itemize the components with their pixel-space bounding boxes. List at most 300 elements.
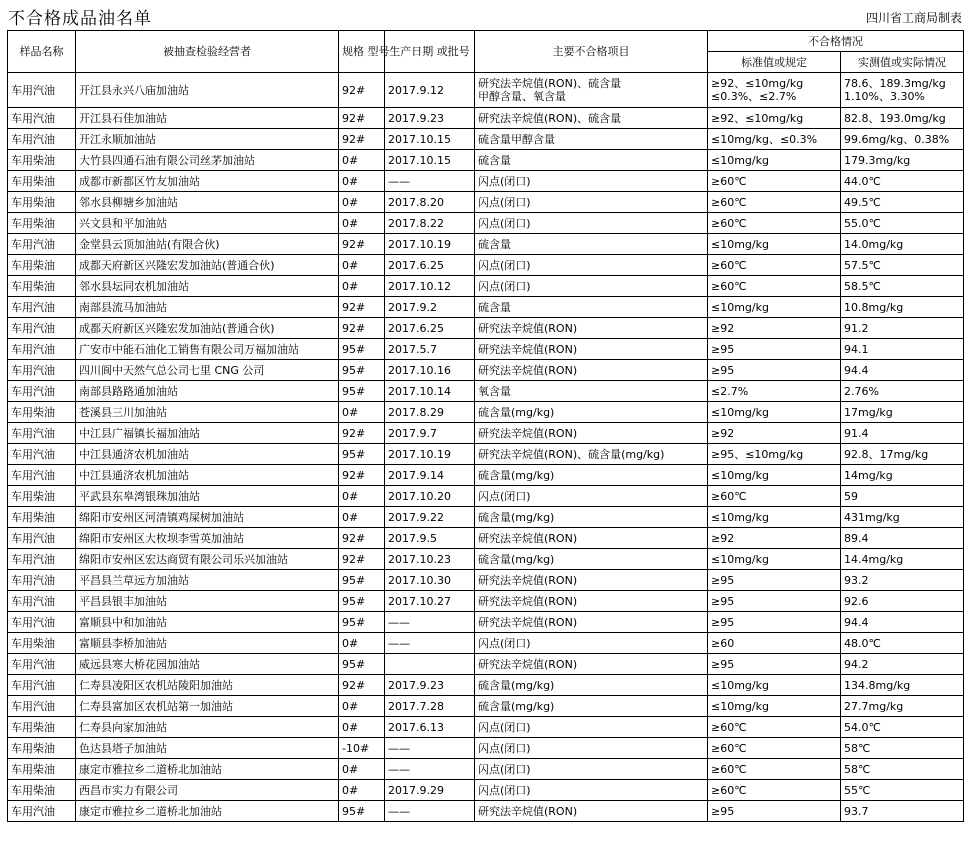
cell-measured-line: 10.8mg/kg [844,300,904,314]
cell-operator: 中江县广福镇长福加油站 [76,423,339,444]
cell-standard-line: ≤10mg/kg [711,237,769,251]
nonconforming-oil-table [7,30,964,822]
cell-spec: 0# [339,192,385,213]
cell-date: 2017.10.19 [385,444,475,465]
cell-spec: -10# [339,738,385,759]
cell-sample: 车用汽油 [8,318,76,339]
cell-standard-line: ≤10mg/kg [711,300,769,314]
header-row-1 [8,31,964,52]
cell-items [475,465,708,486]
cell-standard [708,423,841,444]
table-row [8,738,964,759]
cell-items [475,549,708,570]
cell-items [475,801,708,822]
cell-operator: 富顺县李桥加油站 [76,633,339,654]
table-row [8,171,964,192]
cell-date: —— [385,759,475,780]
cell-spec: 92# [339,549,385,570]
table-row [8,255,964,276]
table-row [8,717,964,738]
cell-items-line: 研究法辛烷值(RON) [478,363,578,377]
cell-items [475,654,708,675]
cell-spec: 95# [339,360,385,381]
cell-items [475,255,708,276]
cell-standard [708,612,841,633]
cell-items [475,444,708,465]
cell-operator: 成都市新都区竹友加油站 [76,171,339,192]
cell-items-line: 硫含量(mg/kg) [478,510,555,524]
table-row [8,654,964,675]
cell-measured [841,444,964,465]
cell-spec: 92# [339,675,385,696]
cell-standard [708,591,841,612]
cell-items-line: 研究法辛烷值(RON) [478,594,578,608]
cell-measured-line: 14.0mg/kg [844,237,904,251]
table-row [8,675,964,696]
cell-items-line: 硫含量(mg/kg) [478,678,555,692]
cell-measured [841,591,964,612]
header-operator: 被抽查检验经营者 [76,31,339,73]
cell-operator: 康定市雅拉乡二道桥北加油站 [76,801,339,822]
cell-measured-line: 431mg/kg [844,510,900,524]
document-issuer: 四川省工商局制表 [865,11,962,25]
cell-standard [708,717,841,738]
cell-standard [708,570,841,591]
cell-standard-line: ≥92 [711,426,735,440]
table-row [8,192,964,213]
cell-standard-line: ≥60℃ [711,279,747,293]
cell-operator: 威远县寒大桥花园加油站 [76,654,339,675]
cell-measured-line: 92.6 [844,594,869,608]
cell-sample: 车用柴油 [8,192,76,213]
cell-date [385,654,475,675]
cell-measured-line: 27.7mg/kg [844,699,904,713]
cell-standard [708,528,841,549]
cell-items-line: 闪点(闭口) [478,216,531,230]
cell-spec: 0# [339,633,385,654]
cell-standard [708,465,841,486]
cell-measured-line: 48.0℃ [844,636,881,650]
cell-measured-line: 93.7 [844,804,869,818]
cell-operator: 绵阳市安州区大枚坝李雪英加油站 [76,528,339,549]
cell-measured [841,423,964,444]
cell-spec: 95# [339,801,385,822]
table-row [8,129,964,150]
cell-standard-line: ≥92、≤10mg/kg [711,111,804,125]
cell-operator: 南部县路路通加油站 [76,381,339,402]
cell-items-line: 硫含量 [478,237,511,251]
cell-operator: 仁寿县凌阳区农机站陵阳加油站 [76,675,339,696]
cell-measured [841,528,964,549]
cell-date: 2017.5.7 [385,339,475,360]
cell-items-line: 研究法辛烷值(RON)、硫含量 [478,111,622,125]
cell-items-line: 闪点(闭口) [478,762,531,776]
cell-measured-line: 91.2 [844,321,869,335]
cell-standard-line: ≤10mg/kg [711,405,769,419]
cell-sample: 车用汽油 [8,675,76,696]
table-row [8,234,964,255]
cell-items-line: 硫含量 [478,153,511,167]
cell-sample: 车用汽油 [8,297,76,318]
cell-standard-line: ≤10mg/kg [711,678,769,692]
cell-items [475,570,708,591]
cell-date: 2017.6.13 [385,717,475,738]
cell-measured [841,570,964,591]
cell-operator: 绵阳市安州区河清镇鸡屎树加油站 [76,507,339,528]
cell-standard-line: ≥92 [711,321,735,335]
cell-items [475,717,708,738]
cell-measured-line: 82.8、193.0mg/kg [844,111,946,125]
cell-date: 2017.9.22 [385,507,475,528]
cell-measured [841,717,964,738]
cell-items-line: 研究法辛烷值(RON) [478,804,578,818]
header-spec [339,31,390,73]
cell-measured-line: 93.2 [844,573,869,587]
cell-sample: 车用柴油 [8,402,76,423]
cell-measured-line: 94.4 [844,363,869,377]
cell-sample: 车用汽油 [8,444,76,465]
cell-measured-line: 55.0℃ [844,216,881,230]
cell-spec: 0# [339,780,385,801]
cell-standard [708,654,841,675]
cell-measured-line: 78.6、189.3mg/kg [844,77,946,90]
cell-measured-line: 17mg/kg [844,405,893,419]
cell-sample: 车用汽油 [8,129,76,150]
cell-operator: 金堂县云顶加油站(有限合伙) [76,234,339,255]
cell-date: 2017.9.14 [385,465,475,486]
cell-date: 2017.7.28 [385,696,475,717]
cell-date: 2017.9.5 [385,528,475,549]
cell-items [475,402,708,423]
cell-items-line: 研究法辛烷值(RON)、硫含量(mg/kg) [478,447,665,461]
cell-standard [708,696,841,717]
cell-standard [708,486,841,507]
cell-sample: 车用汽油 [8,696,76,717]
cell-standard-line: ≥60℃ [711,216,747,230]
table-row [8,402,964,423]
header-status: 不合格情况 [708,31,964,52]
cell-standard [708,738,841,759]
cell-standard [708,255,841,276]
cell-items-line: 研究法辛烷值(RON) [478,321,578,335]
table-row [8,780,964,801]
cell-standard-line: ≥60℃ [711,762,747,776]
cell-sample: 车用汽油 [8,612,76,633]
cell-date: —— [385,738,475,759]
cell-items-line: 闪点(闭口) [478,783,531,797]
cell-items [475,759,708,780]
cell-measured [841,255,964,276]
cell-spec: 95# [339,591,385,612]
table-body [8,73,964,822]
cell-date: —— [385,612,475,633]
cell-items-line: 硫含量(mg/kg) [478,468,555,482]
cell-standard-line: ≤2.7% [711,384,749,398]
cell-operator: 苍溪县三川加油站 [76,402,339,423]
cell-operator: 大竹县四通石油有限公司丝茅加油站 [76,150,339,171]
cell-operator: 开江县石佳加油站 [76,108,339,129]
cell-date: 2017.10.12 [385,276,475,297]
cell-measured [841,654,964,675]
cell-spec: 92# [339,423,385,444]
cell-measured-line: 89.4 [844,531,869,545]
cell-standard [708,276,841,297]
cell-operator: 仁寿县富加区农机站第一加油站 [76,696,339,717]
cell-items [475,297,708,318]
cell-measured-line: 1.10%、3.30% [844,90,925,103]
cell-operator: 平昌县兰草远方加油站 [76,570,339,591]
cell-operator: 南部县流马加油站 [76,297,339,318]
cell-items [475,612,708,633]
cell-items-line: 硫含量(mg/kg) [478,405,555,419]
cell-date: 2017.10.20 [385,486,475,507]
cell-measured [841,108,964,129]
cell-standard-line: ≥60℃ [711,489,747,503]
cell-spec: 95# [339,339,385,360]
cell-measured [841,318,964,339]
cell-measured [841,129,964,150]
cell-items [475,360,708,381]
cell-spec: 95# [339,570,385,591]
cell-spec: 92# [339,318,385,339]
cell-operator: 西昌市实力有限公司 [76,780,339,801]
cell-measured [841,801,964,822]
cell-standard-line: ≤10mg/kg、≤0.3% [711,132,818,146]
cell-measured [841,276,964,297]
cell-sample: 车用柴油 [8,171,76,192]
cell-measured [841,633,964,654]
cell-items [475,73,708,108]
cell-standard-line: ≥95 [711,804,735,818]
cell-spec: 95# [339,444,385,465]
cell-sample: 车用汽油 [8,801,76,822]
cell-operator: 开江永顺加油站 [76,129,339,150]
cell-standard-line: ≥60℃ [711,783,747,797]
cell-measured-line: 59 [844,489,858,503]
cell-date: 2017.10.15 [385,129,475,150]
cell-measured-line: 179.3mg/kg [844,153,911,167]
cell-sample: 车用汽油 [8,234,76,255]
cell-sample: 车用汽油 [8,108,76,129]
cell-measured [841,150,964,171]
header-sample: 样品名称 [8,31,76,73]
cell-items [475,528,708,549]
cell-standard [708,549,841,570]
cell-sample: 车用汽油 [8,528,76,549]
cell-sample: 车用柴油 [8,150,76,171]
cell-standard-line: ≥92 [711,531,735,545]
cell-measured [841,381,964,402]
cell-standard-line: ≥95、≤10mg/kg [711,447,804,461]
cell-date: 2017.10.15 [385,150,475,171]
cell-items-line: 硫含量甲醇含量 [478,132,555,146]
cell-standard [708,297,841,318]
cell-sample: 车用汽油 [8,549,76,570]
cell-operator: 四川阆中天然气总公司七里 CNG 公司 [76,360,339,381]
cell-operator: 开江县永兴八庙加油站 [76,73,339,108]
cell-measured [841,675,964,696]
cell-items [475,486,708,507]
header-spec-line2: 型号 [367,45,390,58]
cell-sample: 车用汽油 [8,360,76,381]
cell-sample: 车用汽油 [8,654,76,675]
cell-sample: 车用柴油 [8,507,76,528]
cell-sample: 车用柴油 [8,486,76,507]
cell-date: 2017.10.19 [385,234,475,255]
cell-measured-line: 58℃ [844,741,871,755]
cell-operator: 色达县塔子加油站 [76,738,339,759]
cell-measured-line: 49.5℃ [844,195,881,209]
cell-operator: 广安市中能石油化工销售有限公司万福加油站 [76,339,339,360]
cell-items-line: 研究法辛烷值(RON) [478,657,578,671]
cell-items-line: 硫含量(mg/kg) [478,552,555,566]
cell-spec: 0# [339,213,385,234]
cell-operator: 中江县通济农机加油站 [76,444,339,465]
cell-date: 2017.10.14 [385,381,475,402]
cell-measured-line: 58℃ [844,762,871,776]
cell-standard [708,801,841,822]
cell-items-line: 研究法辛烷值(RON) [478,531,578,545]
cell-items-line: 研究法辛烷值(RON) [478,426,578,440]
cell-operator: 绵阳市安州区宏达商贸有限公司乐兴加油站 [76,549,339,570]
cell-items-line: 闪点(闭口) [478,489,531,503]
table-row [8,549,964,570]
cell-measured-line: 57.5℃ [844,258,881,272]
cell-sample: 车用柴油 [8,276,76,297]
cell-spec: 0# [339,717,385,738]
cell-items [475,633,708,654]
cell-measured-line: 55℃ [844,783,871,797]
cell-items [475,381,708,402]
cell-items [475,339,708,360]
cell-measured-line: 99.6mg/kg、0.38% [844,132,950,146]
table-row [8,591,964,612]
cell-standard-line: ≥95 [711,342,735,356]
cell-measured-line: 94.1 [844,342,869,356]
table-row [8,633,964,654]
cell-items [475,591,708,612]
cell-operator: 成都天府新区兴隆宏发加油站(普通合伙) [76,255,339,276]
cell-date: 2017.9.7 [385,423,475,444]
header-measured: 实测值或实际情况 [841,52,964,73]
cell-items-line: 闪点(闭口) [478,636,531,650]
cell-operator: 康定市雅拉乡二道桥北加油站 [76,759,339,780]
table-row [8,465,964,486]
cell-items-line: 闪点(闭口) [478,195,531,209]
cell-spec: 92# [339,108,385,129]
cell-items [475,129,708,150]
cell-measured [841,360,964,381]
header-date-line1: 生产日期 [389,45,434,58]
cell-measured [841,73,964,108]
cell-date: 2017.10.16 [385,360,475,381]
cell-sample: 车用柴油 [8,738,76,759]
cell-standard [708,339,841,360]
table-row [8,213,964,234]
table-row [8,297,964,318]
cell-standard-line: ≤10mg/kg [711,468,769,482]
cell-items [475,318,708,339]
cell-measured [841,234,964,255]
cell-measured [841,402,964,423]
cell-spec: 0# [339,507,385,528]
cell-standard-line: ≥95 [711,573,735,587]
table-row [8,570,964,591]
cell-measured [841,780,964,801]
cell-standard-line: ≥95 [711,615,735,629]
table-row [8,73,964,108]
cell-items [475,108,708,129]
cell-spec: 92# [339,129,385,150]
cell-sample: 车用柴油 [8,633,76,654]
cell-standard-line: ≥95 [711,363,735,377]
cell-date: 2017.10.27 [385,591,475,612]
cell-items-line: 甲醇含量、氧含量 [478,90,566,103]
table-row [8,528,964,549]
cell-sample: 车用汽油 [8,339,76,360]
cell-date: 2017.9.12 [385,73,475,108]
cell-operator: 邻水县柳塘乡加油站 [76,192,339,213]
table-row [8,507,964,528]
cell-date: 2017.8.22 [385,213,475,234]
cell-date: —— [385,171,475,192]
table-row [8,423,964,444]
cell-standard [708,73,841,108]
cell-items-line: 硫含量 [478,300,511,314]
cell-items [475,150,708,171]
table-row [8,612,964,633]
cell-measured [841,486,964,507]
cell-items [475,675,708,696]
cell-measured-line: 14.4mg/kg [844,552,904,566]
cell-sample: 车用汽油 [8,423,76,444]
cell-items [475,738,708,759]
cell-items [475,213,708,234]
cell-measured [841,213,964,234]
cell-date: 2017.9.23 [385,108,475,129]
table-row [8,150,964,171]
document-title: 不合格成品油名单 [8,9,152,29]
cell-sample: 车用汽油 [8,570,76,591]
cell-measured [841,339,964,360]
cell-measured-line: 94.4 [844,615,869,629]
cell-date: 2017.9.2 [385,297,475,318]
cell-items [475,276,708,297]
cell-standard-line: ≤0.3%、≤2.7% [711,90,797,103]
cell-standard-line: ≥60℃ [711,720,747,734]
cell-items-line: 研究法辛烷值(RON) [478,615,578,629]
cell-spec: 92# [339,297,385,318]
cell-date: —— [385,633,475,654]
cell-standard-line: ≥95 [711,657,735,671]
cell-sample: 车用汽油 [8,465,76,486]
title-bar [0,0,970,30]
cell-standard [708,759,841,780]
table-row [8,486,964,507]
cell-standard [708,780,841,801]
cell-standard [708,444,841,465]
cell-standard-line: ≥95 [711,594,735,608]
cell-standard-line: ≥60℃ [711,741,747,755]
cell-items-line: 研究法辛烷值(RON) [478,573,578,587]
cell-date: 2017.10.23 [385,549,475,570]
header-items: 主要不合格项目 [475,31,708,73]
table-row [8,108,964,129]
cell-measured-line: 92.8、17mg/kg [844,447,929,461]
cell-spec: 0# [339,276,385,297]
cell-items [475,696,708,717]
cell-standard [708,129,841,150]
